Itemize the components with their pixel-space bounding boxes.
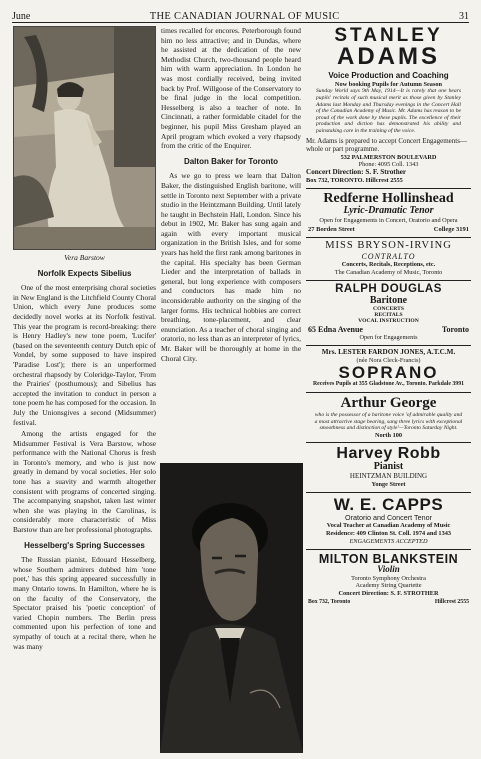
ad-arthur-george xyxy=(306,393,471,443)
stanley-booking: Now booking Pupils for Autumn Season xyxy=(334,80,443,88)
blankstein-name: MILTON BLANKSTEIN xyxy=(318,551,459,566)
robb-building: HEINTZMAN BUILDING xyxy=(349,471,428,480)
stanley-address: 532 PALMERSTON BOULEVARD xyxy=(340,153,437,161)
stanley-quote: Sunday World says 9th May, 1914—It is rarely that one hears pupils' recitals of such musical merit as those given by Stanley Adams last Monday and Thursday evenings in the Concert Hall of the Canadian Academy of Music. Mr. Adams has reason to be proud of the work done by these pupils. The excellence of their production and diction has demonstrated his ability and painstaking care in the training of the voice. xyxy=(316,88,461,134)
ad-redferne-hollinshead xyxy=(306,189,471,239)
jones-pupils: Receives Pupils at 355 Gladstone Av., Toronto. Parkdale 3991 xyxy=(313,381,464,388)
page-number: 31 xyxy=(458,11,469,22)
ad-stanley-adams xyxy=(306,26,471,189)
douglas-open: Open for Engagements xyxy=(359,334,418,342)
header-month: June xyxy=(12,11,31,22)
stanley-box: Box 732, TORONTO. Hillcrest 2555 xyxy=(306,176,403,184)
column-middle xyxy=(161,26,301,466)
douglas-line-1: CONCERTS xyxy=(373,306,404,312)
douglas-line-3: VOCAL INSTRUCTION xyxy=(358,318,419,325)
heading-dalton-baker: Dalton Baker for Toronto xyxy=(183,156,279,166)
stanley-director: Concert Direction: S. F. Strother xyxy=(306,168,407,177)
heading-hesselberg: Hesselberg's Spring Successes xyxy=(24,540,145,550)
douglas-voice: Baritone xyxy=(369,294,408,306)
george-phone: North 100 xyxy=(374,431,403,439)
bryson-name: MISS BRYSON-IRVING xyxy=(325,240,452,252)
stanley-prepared: Mr. Adams is prepared to accept Concert Engagements—whole or part programme. xyxy=(306,136,467,154)
redferne-open: Open for Engagements in Concert, Oratorio and Opera xyxy=(319,216,458,224)
photo-caption: Vera Barstow xyxy=(64,253,105,262)
ad-milton-blankstein xyxy=(306,550,471,611)
robb-title: Pianist xyxy=(373,461,404,473)
capps-accepted: ENGAGEMENTS ACCEPTED xyxy=(349,537,428,545)
redferne-title: Lyric-Dramatic Tenor xyxy=(343,205,434,217)
george-text: who is the possessor of a baritone voice 'of admirable quality and a most attractive stage bearing, sang three lyrics with exceptional smoothness and distinction of style'—Toronto Saturday Night. xyxy=(314,411,463,432)
vera-barstow-photo xyxy=(13,26,156,250)
blankstein-phone: Hillcrest 2555 xyxy=(434,598,469,605)
blankstein-title: Violin xyxy=(377,564,400,575)
blankstein-line-1: Toronto Symphony Orchestra xyxy=(351,574,426,582)
robb-street: Yonge Street xyxy=(371,480,406,488)
paragraph: The Russian pianist, Edouard Hesselberg, whose Southern admirers dubbed him 'tone poet,' has this spring appeared successfully in many Ontario towns. In Hamilton, where he is on the faculty of the Conservatory, the Spectator praised his 'poetic conception' of varied Chopin numbers. The Berlin press commented upon his perfection of tone and sympathy of touch at a recital there, when he was many xyxy=(13,555,156,651)
redferne-name: Redferne Hollinshead xyxy=(323,190,454,206)
capps-teacher: Vocal Teacher at Canadian Academy of Music xyxy=(326,522,451,530)
ad-lester-fardon-jones xyxy=(306,346,471,393)
stanley-name-first: STANLEY xyxy=(334,26,443,46)
journal-title: THE CANADIAN JOURNAL OF MUSIC xyxy=(149,11,340,22)
douglas-name: RALPH DOUGLAS xyxy=(335,283,442,295)
douglas-street: 65 Edna Avenue xyxy=(308,324,363,334)
ad-harvey-robb xyxy=(306,443,471,492)
paragraph: times recalled for encores. Peterborough found him no less attractive; and in Dundas, where he assisted at the dedication of the new Methodist Church, two-thousand people heard him with warm appreciation. In London he was most cordially received, being invited back by Prof. Willgoose of the Conservatory to be final judge in the local competition. Hesselberg is also a teacher of note. In Cincinnati, a rather formidable citadel for the beginner, his pupil Miss Gresham played an April program which evoked a very rhapsody from the critic of the Enquirer. xyxy=(161,26,301,151)
jones-voice: SOPRANO xyxy=(338,363,439,383)
jones-nee: (née Nora Cleck-Francis) xyxy=(356,356,421,364)
capps-title: Oratorio and Concert Tenor xyxy=(345,512,432,522)
redferne-phone: College 3191 xyxy=(433,225,469,233)
portrait-photo xyxy=(160,463,303,753)
george-name: Arthur George xyxy=(340,395,437,412)
stanley-name-last: ADAMS xyxy=(337,43,440,70)
capps-residence: Residence: 409 Clinton St. Coll. 1974 and 1343 xyxy=(325,529,452,537)
ad-we-capps xyxy=(306,493,471,550)
blankstein-line-2: Academy String Quartette xyxy=(355,582,422,590)
ad-bryson-irving xyxy=(306,238,471,281)
stanley-phone: Phone: 4095 Coll. 1343 xyxy=(358,161,419,169)
column-left xyxy=(13,26,156,754)
stanley-subtitle: Voice Production and Coaching xyxy=(328,71,449,80)
bryson-info: Concerts, Recitals, Receptions, etc. xyxy=(341,261,436,269)
blankstein-box: Box 732, Toronto xyxy=(308,598,351,605)
capps-name: W. E. CAPPS xyxy=(333,494,444,514)
douglas-city: Toronto xyxy=(441,324,469,334)
bryson-voice: CONTRALTO xyxy=(361,251,416,261)
paragraph: One of the most enterprising choral societies in New England is the Litchfield County Choral Union, which every June produces some decidedly novel works at its Norfolk festival. This year the program is record-breaking: there is Henry Hadley's new tone poem, 'Lucifer' (based on the seventeenth century Dutch epic of Vondel, by some supposed to have inspired 'Paradise Lost'); there is an unperformed orchestral rhapsody by Coleridge-Taylor, 'From the Prairies' (posthumous); and Sibelius has accepted the invitation to conduct in person a tone poem he has composed for the occasion. In July the Unionsgives a second (Midsummer) festival. xyxy=(13,283,156,427)
redferne-street: 27 Borden Street xyxy=(308,225,355,233)
page-header xyxy=(12,6,469,23)
bryson-academy: The Canadian Academy of Music, Toronto xyxy=(334,269,443,277)
heading-norfolk: Norfolk Expects Sibelius xyxy=(37,268,132,278)
jones-name: Mrs. LESTER FARDON JONES, A.T.C.M. xyxy=(321,348,456,356)
blankstein-direction: Concert Direction: S. F. STROTHER xyxy=(338,590,439,598)
douglas-line-2: RECITALS xyxy=(374,312,403,319)
column-ads xyxy=(306,26,471,754)
robb-name: Harvey Robb xyxy=(336,445,441,463)
paragraph: As we go to press we learn that Dalton Baker, the distinguished English baritone, will settle in Toronto next September with a private studio in the Heintzmann Building. Until lately he taught in Bechstein Hall, London. Since his debut in 1902, Mr. Baker has sung again and again with every important musical organization in the British Isles, and for some years has held the first rank among baritones in the capital. His specialty has been German Lieder and the interpretation of ballads in general, but long experience with composers and conductors has made him no inconsiderable authority on the singing of the larger forms. His technical hobbies are correct breathing, tone-placement, and clear enunciation. As a teacher of choral singing and oratorio, no less than as an interpreter of lyrics, Mr. Baker will be thoroughly at home in the Choral City. xyxy=(161,171,301,363)
paragraph: Among the artists engaged for the Midsummer Festival is Vera Barstow, whose performance with the National Chorus is fresh in Toronto's memory, and who is just now greatly in demand by vocal societies. Her solo tone has a suavity and warmth altogether consistent with programs of concerted singing. The accompanying snapshot, taken last winter when she was playing in the Carolinas, is considerably more characteristic of Miss Barstow than are her professional photographs. xyxy=(13,429,156,535)
ad-ralph-douglas xyxy=(306,281,471,346)
